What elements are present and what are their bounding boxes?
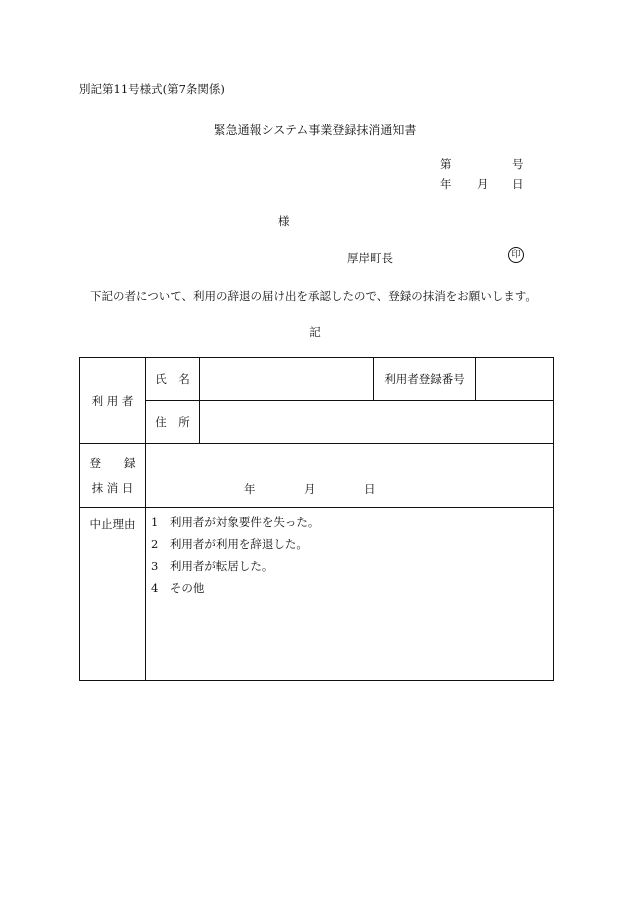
form-id: 別記第11号様式(第7条関係) — [79, 82, 225, 96]
reg-number-label: 利用者登録番号 — [374, 358, 476, 401]
user-label: 利 用 者 — [80, 358, 146, 444]
deregistration-date-row — [80, 444, 554, 508]
issue-date-day: 日 — [512, 177, 524, 191]
address-label: 住 所 — [146, 401, 200, 444]
ki-heading: 記 — [309, 325, 321, 339]
issue-date-year: 年 — [440, 177, 452, 191]
document-title: 緊急通報システム事業登録抹消通知書 — [213, 123, 417, 137]
address-row — [80, 401, 554, 444]
name-field[interactable] — [200, 358, 374, 401]
address-field[interactable] — [200, 401, 554, 444]
reason-list — [146, 508, 554, 681]
seal-mark: 印 — [508, 247, 524, 263]
number-suffix: 号 — [512, 157, 524, 171]
reason-row — [80, 508, 554, 681]
deregistration-form-table — [79, 357, 554, 681]
reason-item[interactable]: 1 利用者が対象要件を失った。 — [151, 515, 320, 529]
name-label: 氏 名 — [146, 358, 200, 401]
body-text: 下記の者について、利用の辞退の届け出を承認したので、登録の抹消をお願いします。 — [90, 289, 537, 303]
deregistration-label-line2: 抹 消 日 — [91, 481, 134, 495]
number-prefix: 第 — [440, 157, 452, 171]
reason-item[interactable]: 2 利用者が利用を辞退した。 — [151, 537, 308, 551]
deregistration-date-field[interactable] — [146, 444, 554, 508]
reason-label: 中止理由 — [80, 508, 146, 681]
deregistration-label-line1: 登 録 — [89, 456, 136, 470]
deregistration-year: 年 — [244, 482, 256, 496]
reason-item[interactable]: 3 利用者が転居した。 — [151, 559, 274, 573]
deregistration-day: 日 — [364, 482, 376, 496]
name-row — [80, 358, 554, 401]
reg-number-field[interactable] — [476, 358, 554, 401]
issuer-name: 厚岸町長 — [347, 251, 393, 265]
deregistration-month: 月 — [304, 482, 316, 496]
addressee-suffix: 様 — [278, 214, 290, 228]
reason-item[interactable]: 4 その他 — [151, 581, 205, 595]
deregistration-date-label — [80, 444, 146, 508]
issue-date-month: 月 — [477, 177, 489, 191]
